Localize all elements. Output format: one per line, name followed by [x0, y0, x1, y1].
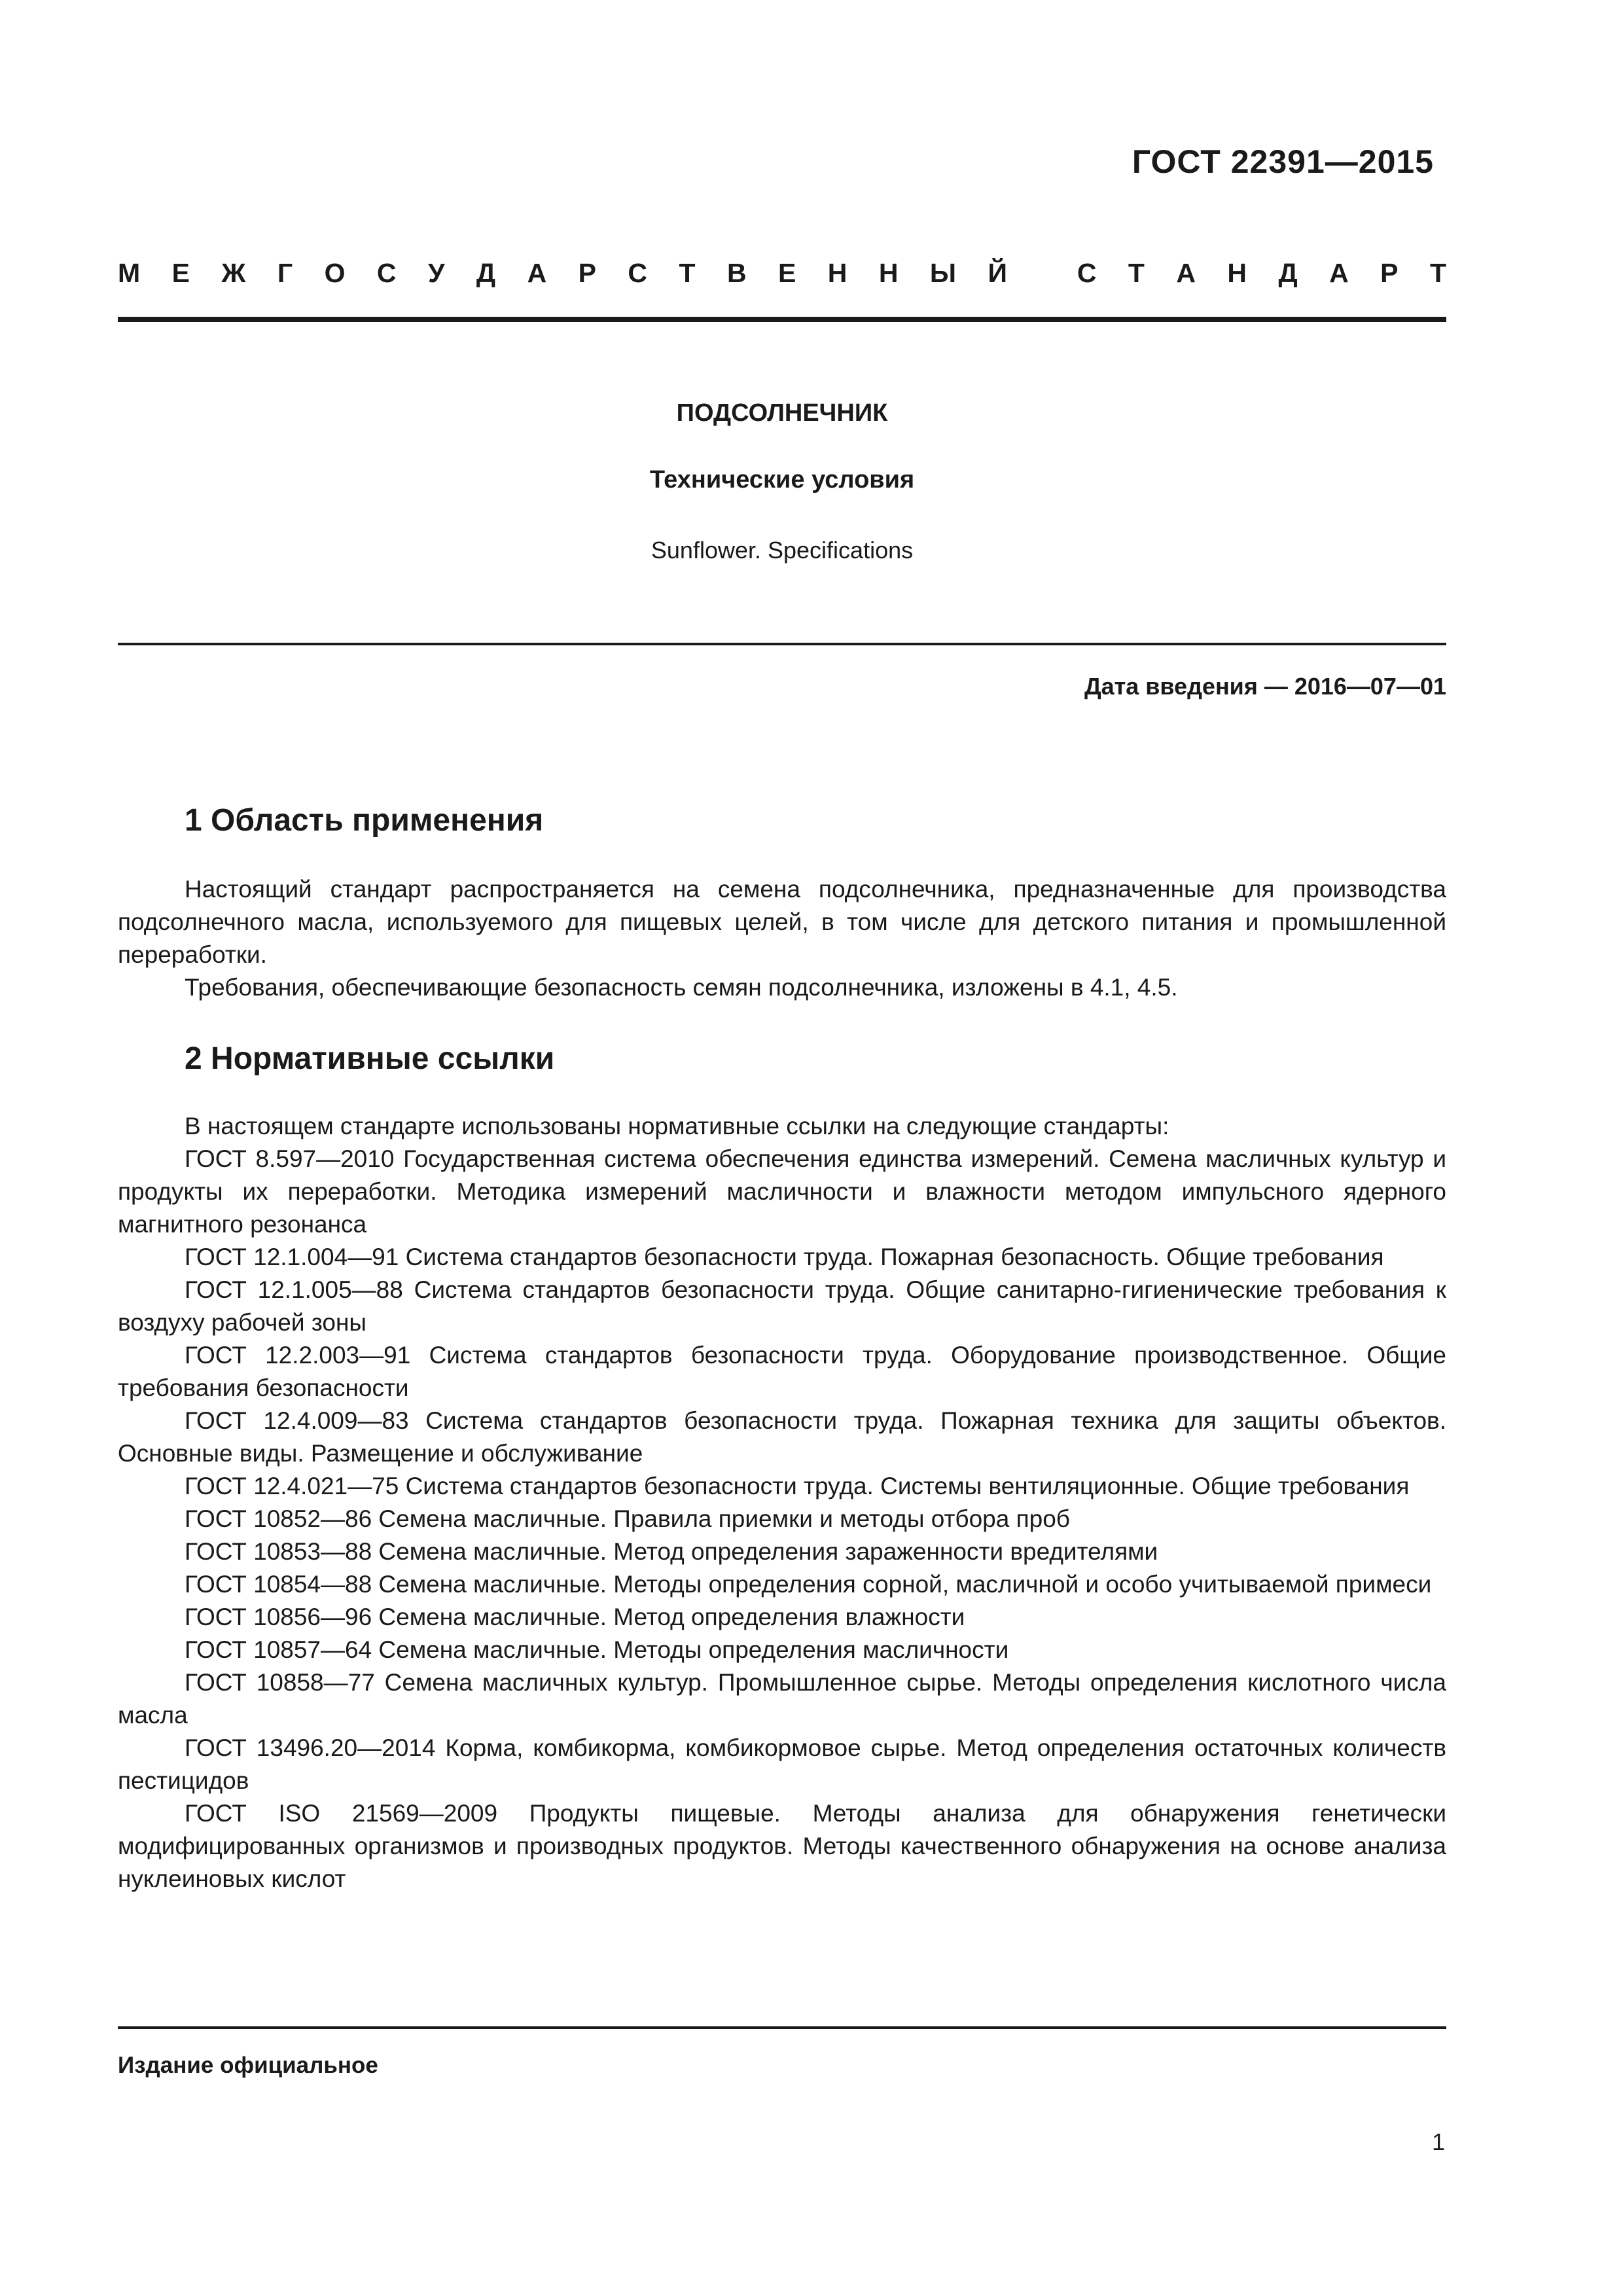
title-letter: С [376, 258, 397, 288]
page-number: 1 [1431, 2128, 1445, 2155]
title-letter: С [628, 258, 648, 288]
footer-rule [118, 2026, 1446, 2029]
section-1-body [118, 873, 1446, 1004]
introduction-date: Дата введения — 2016—07—01 [1084, 673, 1446, 700]
paragraph: В настоящем стандарте использованы нормативные ссылки на следующие стандарты: [185, 1113, 1169, 1139]
reference-item: ГОСТ 12.1.005—88 Система стандартов безопасности труда. Общие санитарно-гигиенические требования к воздуху рабочей зоны [118, 1276, 1446, 1336]
reference-item: ГОСТ 12.1.004—91 Система стандартов безопасности труда. Пожарная безопасность. Общие требования [185, 1244, 1384, 1270]
reference-item: ГОСТ ISO 21569—2009 Продукты пищевые. Методы анализа для обнаружения генетически модифицированных организмов и производных продуктов. Методы качественного обнаружения на основе анализа нуклеиновых кислот [118, 1800, 1446, 1892]
title-letter: Й [988, 258, 1007, 288]
title-letter: А [1176, 258, 1196, 288]
title-letter: У [427, 258, 445, 288]
reference-item: ГОСТ 10857—64 Семена масличные. Методы определения масличности [185, 1636, 1009, 1663]
title-letter: Д [1278, 258, 1298, 288]
title-letter: Ж [221, 258, 246, 288]
title-letter: Г [277, 258, 293, 288]
title-letter: А [527, 258, 547, 288]
reference-item: ГОСТ 8.597—2010 Государственная система обеспечения единства измерений. Семена масличных культур и продукты их переработки. Методика измерений масличности и влажности методом импульсного ядерного магнитного резонанса [118, 1145, 1446, 1238]
document-subtitle: Технические условия [649, 466, 915, 493]
reference-item: ГОСТ 10854—88 Семена масличные. Методы определения сорной, масличной и особо учитываемой примеси [185, 1571, 1432, 1598]
gost-number: ГОСТ 22391—2015 [1132, 143, 1434, 180]
title-letter: Е [778, 258, 796, 288]
title-letter: Н [827, 258, 847, 288]
title-letter: Д [476, 258, 496, 288]
title-letter: Т [679, 258, 696, 288]
paragraph: Требования, обеспечивающие безопасность семян подсолнечника, изложены в 4.1, 4.5. [185, 974, 1178, 1001]
title-letter: Н [878, 258, 899, 288]
title-letter: Ы [929, 258, 957, 288]
title-letter: Т [1128, 258, 1145, 288]
section-2-heading: 2 Нормативные ссылки [185, 1041, 555, 1076]
title-letter: А [1329, 258, 1349, 288]
reference-item: ГОСТ 12.4.021—75 Система стандартов безопасности труда. Системы вентиляционные. Общие требования [185, 1473, 1410, 1499]
title-letter: Р [578, 258, 596, 288]
title-letter: М [118, 258, 141, 288]
reference-item: ГОСТ 12.2.003—91 Система стандартов безопасности труда. Оборудование производственное. Общие требования безопасности [118, 1342, 1446, 1401]
reference-item: ГОСТ 10852—86 Семена масличные. Правила приемки и методы отбора проб [185, 1505, 1070, 1532]
reference-item: ГОСТ 10856—96 Семена масличные. Метод определения влажности [185, 1604, 965, 1630]
title-letter: Н [1227, 258, 1247, 288]
paragraph: Настоящий стандарт распространяется на семена подсолнечника, предназначенные для производства подсолнечного масла, используемого для пищевых целей, в том числе для детского питания и промышленной переработки. [118, 876, 1446, 968]
title-letter: С [1077, 258, 1097, 288]
title-letter: В [726, 258, 747, 288]
reference-item: ГОСТ 13496.20—2014 Корма, комбикорма, комбикормовое сырье. Метод определения остаточных количеств пестицидов [118, 1734, 1446, 1794]
title-letter: Е [171, 258, 190, 288]
section-2-body [118, 1110, 1446, 1895]
section-1-heading: 1 Область применения [185, 803, 544, 838]
title-letter: Т [1429, 258, 1446, 288]
interstate-standard-title [118, 258, 1446, 289]
reference-item: ГОСТ 10858—77 Семена масличных культур. Промышленное сырье. Методы определения кислотного числа масла [118, 1669, 1446, 1729]
title-word-gap [1039, 258, 1045, 289]
reference-item: ГОСТ 10853—88 Семена масличные. Метод определения зараженности вредителями [185, 1538, 1158, 1565]
official-edition-label: Издание официальное [118, 2053, 378, 2078]
document-english-title: Sunflower. Specifications [651, 537, 914, 564]
title-rule [118, 643, 1446, 645]
title-letter: О [324, 258, 346, 288]
title-letter: Р [1380, 258, 1399, 288]
header-rule [118, 317, 1446, 322]
reference-item: ГОСТ 12.4.009—83 Система стандартов безопасности труда. Пожарная техника для защиты объектов. Основные виды. Размещение и обслуживание [118, 1407, 1446, 1467]
document-title: ПОДСОЛНЕЧНИК [676, 399, 888, 427]
